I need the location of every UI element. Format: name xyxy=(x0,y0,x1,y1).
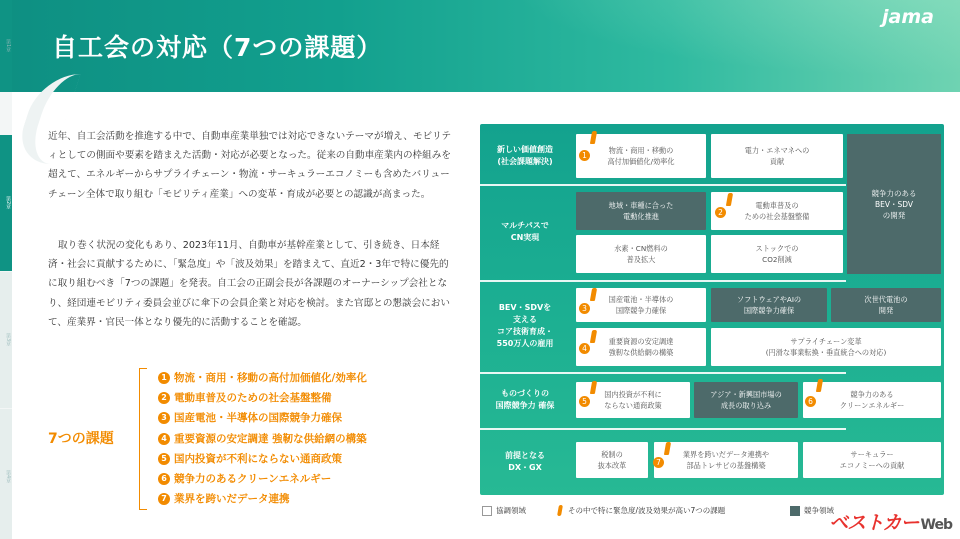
box-tax-reform xyxy=(576,442,648,478)
box-line: 競争力のある xyxy=(850,390,894,399)
box-line: ための社会基盤整備 xyxy=(744,212,810,221)
row-label-value-creation xyxy=(480,134,570,178)
legend-dark-box-icon xyxy=(790,506,800,516)
issue-number-icon: 6 xyxy=(158,473,170,485)
issues-list xyxy=(158,370,367,511)
box-data-collaboration xyxy=(654,442,798,478)
issue-number-icon: 5 xyxy=(158,453,170,465)
box-line: サーキュラー xyxy=(850,450,894,459)
row-label-line: 新しい価値創造 xyxy=(497,145,553,154)
bestcar-web-watermark xyxy=(829,508,952,535)
issue-item xyxy=(158,370,367,390)
issue-label: 重要資源の安定調達 強靭な供給網の構築 xyxy=(174,432,367,445)
issue-label: 国内投資が不利にならない通商政策 xyxy=(174,452,342,465)
legend-label: その中で特に緊急度/波及効果が高い7つの課題 xyxy=(568,506,726,515)
legend-compete xyxy=(790,505,834,516)
intro-paragraph-1: 近年、自工会活動を推進する中で、自動車産業単独では対応できないテーマが増え、モビリティとしての側面や要素を踏まえた活動・対応が必要となった。従来の自動車産業内の枠組みを超えて、エネルギーからサプライチェーン・物流・サーキュラーエコノミーも含めたバリューチェーン全体で取り組む「モビリティ産業」への変革・育成が必要との認識が高まった。 xyxy=(48,131,452,200)
box-line: 高付加価値化/効率化 xyxy=(607,157,675,166)
issue-item xyxy=(158,431,367,451)
box-line: の開発 xyxy=(882,210,906,220)
box-bev-sdv-development xyxy=(847,134,941,274)
row-label-line: コア技術育成・ xyxy=(496,327,553,336)
row-label-line: DX・GX xyxy=(508,463,542,472)
box-line: 電動車普及の xyxy=(755,201,799,210)
box-asia-emerging-markets xyxy=(694,382,798,418)
box-line: BEV・SDV xyxy=(874,199,914,209)
box-software-ai xyxy=(711,288,827,322)
issue-badge-icon: 2 xyxy=(715,207,726,218)
box-line: 地域・車種に合った xyxy=(608,201,674,210)
box-line: 部品トレサビの基盤構築 xyxy=(686,461,766,470)
row-label-line: 550万人の雇用 xyxy=(496,339,554,348)
box-line: 開発 xyxy=(878,306,894,315)
issue-badge-icon: 4 xyxy=(579,343,590,354)
box-line: 国際競争力確保 xyxy=(615,306,667,315)
issue-item xyxy=(158,471,367,491)
box-line: アジア・新興国市場の xyxy=(710,390,782,399)
legend-label: 競争領域 xyxy=(804,506,834,515)
box-line: ならない通商政策 xyxy=(604,401,662,410)
issue-badge-icon: 3 xyxy=(579,303,590,314)
box-line: サプライチェーン変革 xyxy=(790,337,862,346)
chapter-tab-1[interactable]: 第1章 xyxy=(0,0,12,92)
box-line: 国産電池・半導体の xyxy=(608,295,674,304)
box-line: 業界を跨いだデータ連携や xyxy=(682,450,770,459)
page-title: 自工会の対応（7つの課題） xyxy=(52,33,383,62)
issue-badge-icon: 5 xyxy=(579,396,590,407)
row-label-multipath xyxy=(480,190,570,274)
issue-label: 国産電池・半導体の国際競争力確保 xyxy=(174,412,342,425)
row-divider xyxy=(480,280,846,282)
box-stock-co2 xyxy=(711,235,843,273)
box-line: 電動化推進 xyxy=(623,212,659,221)
row-label-line: 支える xyxy=(512,315,537,324)
box-line: 重要資源の安定調達 xyxy=(608,337,674,346)
row-label-line: 国際競争力 確保 xyxy=(495,401,555,410)
issue-badge-icon: 7 xyxy=(653,457,664,468)
issue-label: 電動車普及のための社会基盤整備 xyxy=(174,392,332,405)
jama-logo: jama xyxy=(882,6,934,28)
issue-number-icon: 4 xyxy=(158,433,170,445)
chapter-tab-2[interactable]: 第2章 xyxy=(0,135,12,271)
watermark-main: ベストカー xyxy=(829,512,919,534)
chapter-tab-4[interactable]: 第4章 xyxy=(0,409,12,539)
issue-item xyxy=(158,451,367,471)
box-clean-energy xyxy=(803,382,941,418)
box-line: 競争力のある xyxy=(871,188,917,198)
box-hydrogen-cn-fuel xyxy=(576,235,706,273)
issue-label: 業界を跨いだデータ連携 xyxy=(174,493,290,506)
issue-number-icon: 3 xyxy=(158,412,170,424)
box-line: ストックでの xyxy=(755,244,799,253)
issue-badge-icon: 1 xyxy=(579,150,590,161)
row-divider xyxy=(480,428,846,430)
issue-item xyxy=(158,491,367,511)
box-line: 普及拡大 xyxy=(626,255,656,264)
box-logistics xyxy=(576,134,706,178)
header-banner xyxy=(0,0,960,92)
row-label-line: CN実現 xyxy=(510,233,540,242)
legend-white-box-icon xyxy=(482,506,492,516)
row-label-dx-gx xyxy=(480,438,570,486)
box-supply-chain-transformation xyxy=(711,328,941,366)
row-divider xyxy=(480,372,846,374)
issue-label: 物流・商用・移動の高付加価値化/効率化 xyxy=(174,372,367,384)
issue-badge-icon: 6 xyxy=(805,396,816,407)
box-line: 税制の xyxy=(601,450,623,459)
issue-item xyxy=(158,390,367,410)
chapter-side-nav xyxy=(0,39,12,539)
box-line: 水素・CN燃料の xyxy=(614,244,668,253)
box-line: 国内投資が不利に xyxy=(604,390,662,399)
box-line: 貢献 xyxy=(769,157,785,166)
box-line: 抜本改革 xyxy=(597,461,627,470)
box-line: (円滑な事業転換・垂直統合への対応) xyxy=(765,348,887,357)
row-divider xyxy=(480,184,846,186)
legend-priority xyxy=(558,505,725,516)
row-label-line: 前提となる xyxy=(505,451,545,460)
box-line: 国際競争力確保 xyxy=(743,306,795,315)
issue-number-icon: 1 xyxy=(158,372,170,384)
legend-coop xyxy=(482,505,526,516)
row-label-line: ものづくりの xyxy=(500,389,549,398)
issue-number-icon: 2 xyxy=(158,392,170,404)
chapter-tab-3[interactable]: 第3章 xyxy=(0,272,12,408)
box-line: エコノミーへの貢献 xyxy=(839,461,905,470)
box-line: 物流・商用・移動の xyxy=(608,146,674,155)
issues-bracket xyxy=(139,368,149,510)
row-label-manufacturing xyxy=(480,378,570,422)
watermark-suffix: Web xyxy=(920,517,952,533)
row-label-line: (社会課題解決) xyxy=(497,157,553,166)
issue-number-icon: 7 xyxy=(158,493,170,505)
box-line: クリーンエネルギー xyxy=(839,401,905,410)
issue-label: 競争力のあるクリーンエネルギー xyxy=(174,472,332,485)
box-line: 強靭な供給網の構築 xyxy=(608,348,674,357)
box-circular-economy xyxy=(803,442,941,478)
issues-heading: 7つの課題 xyxy=(48,431,114,447)
row-label-line: マルチパスで xyxy=(501,221,549,230)
box-line: 成長の取り込み xyxy=(720,401,772,410)
box-regional-electrification xyxy=(576,192,706,230)
legend-exclamation-icon xyxy=(557,505,563,516)
box-line: 電力・エネマネへの xyxy=(744,146,810,155)
legend-label: 協調領域 xyxy=(496,506,526,515)
row-label-line: BEV・SDVを xyxy=(498,303,552,312)
box-next-gen-battery xyxy=(831,288,941,322)
box-energy-management xyxy=(711,134,843,178)
box-line: 次世代電池の xyxy=(864,295,908,304)
row-label-core-tech xyxy=(480,286,570,366)
issue-item xyxy=(158,410,367,430)
intro-paragraph-2: 取り巻く状況の変化もあり、2023年11月、自動車が基幹産業として、引き続き、日本経済・社会に貢献するために、「緊急度」や「波及効果」を踏まえて、直近2・3年で特に優先的に取り組むべき「7つの課題」を発表。自工会の正副会長が各課題のオーナーシップ会社となり、経団連モビリティ委員会並びに傘下の会員企業と対応を検討。また官邸との懇談会において、産業界・官民一体となり優先的に活動することを確認。 xyxy=(48,240,450,328)
box-line: CO2削減 xyxy=(762,255,792,264)
box-line: ソフトウェアやAIの xyxy=(736,295,802,304)
